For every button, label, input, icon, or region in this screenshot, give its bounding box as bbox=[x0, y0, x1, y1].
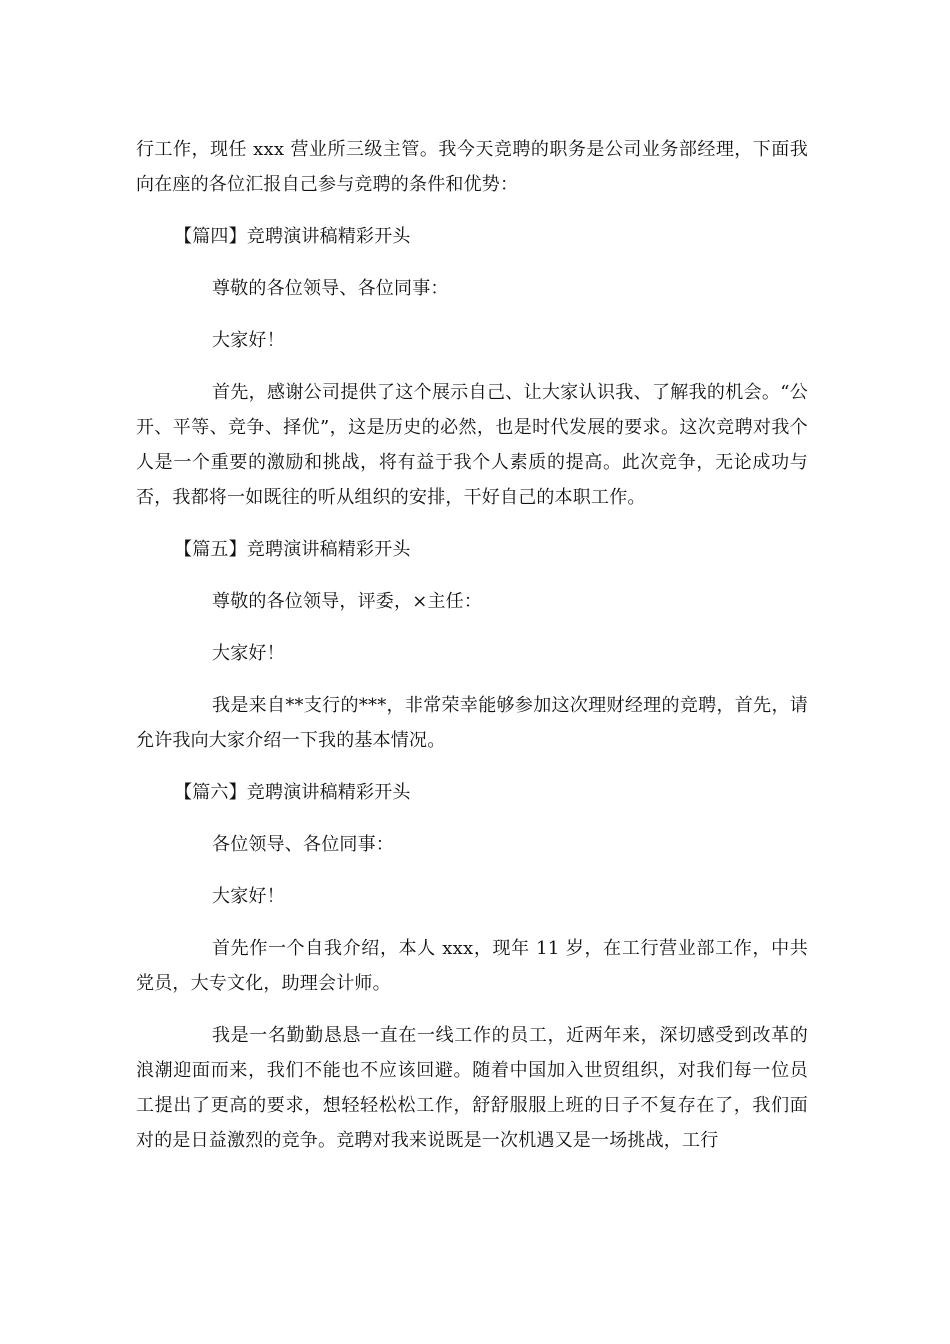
greeting: 大家好！ bbox=[212, 643, 285, 664]
paragraph: 我是一名勤勤恳恳一直在一线工作的员工，近两年来，深切感受到改革的浪潮迎面而来，我们不能也不应该回避。随着中国加入世贸组织，对我们每一位员工提出了更高的要求，想轻轻松松工作，舒舒服服上班的日子不复存在了，我们面对的是日益激烈的竞争。竞聘对我来说既是一次机遇又是一场挑战，工行 bbox=[136, 1025, 808, 1151]
section-heading-part-5: 【篇五】竞聘演讲稿精彩开头 bbox=[174, 539, 411, 560]
salutation: 尊敬的各位领导，评委，×主任： bbox=[212, 591, 483, 612]
greeting: 大家好！ bbox=[212, 330, 285, 351]
greeting: 大家好！ bbox=[212, 886, 285, 907]
paragraph: 我是来自**支行的***，非常荣幸能够参加这次理财经理的竞聘，首先，请允许我向大家介绍一下我的基本情况。 bbox=[136, 695, 808, 751]
salutation: 各位领导、各位同事： bbox=[212, 834, 394, 855]
paragraph: 首先，感谢公司提供了这个展示自己、让大家认识我、了解我的机会。“公开、平等、竞争、择优”，这是历史的必然，也是时代发展的要求。这次竞聘对我个人是一个重要的激励和挑战，将有益于我个人素质的提高。此次竞争，无论成功与否，我都将一如既往的听从组织的安排，干好自己的本职工作。 bbox=[136, 382, 808, 508]
paragraph: 首先作一个自我介绍，本人 xxx，现年 11 岁，在工行营业部工作，中共党员，大专文化，助理会计师。 bbox=[136, 938, 808, 994]
document-body bbox=[136, 132, 808, 1158]
section-heading-part-6: 【篇六】竞聘演讲稿精彩开头 bbox=[174, 782, 411, 803]
paragraph-continuation: 行工作，现任 xxx 营业所三级主管。我今天竞聘的职务是公司业务部经理，下面我向在座的各位汇报自己参与竞聘的条件和优势： bbox=[136, 139, 808, 195]
section-heading-part-4: 【篇四】竞聘演讲稿精彩开头 bbox=[174, 226, 411, 247]
salutation: 尊敬的各位领导、各位同事： bbox=[212, 278, 449, 299]
